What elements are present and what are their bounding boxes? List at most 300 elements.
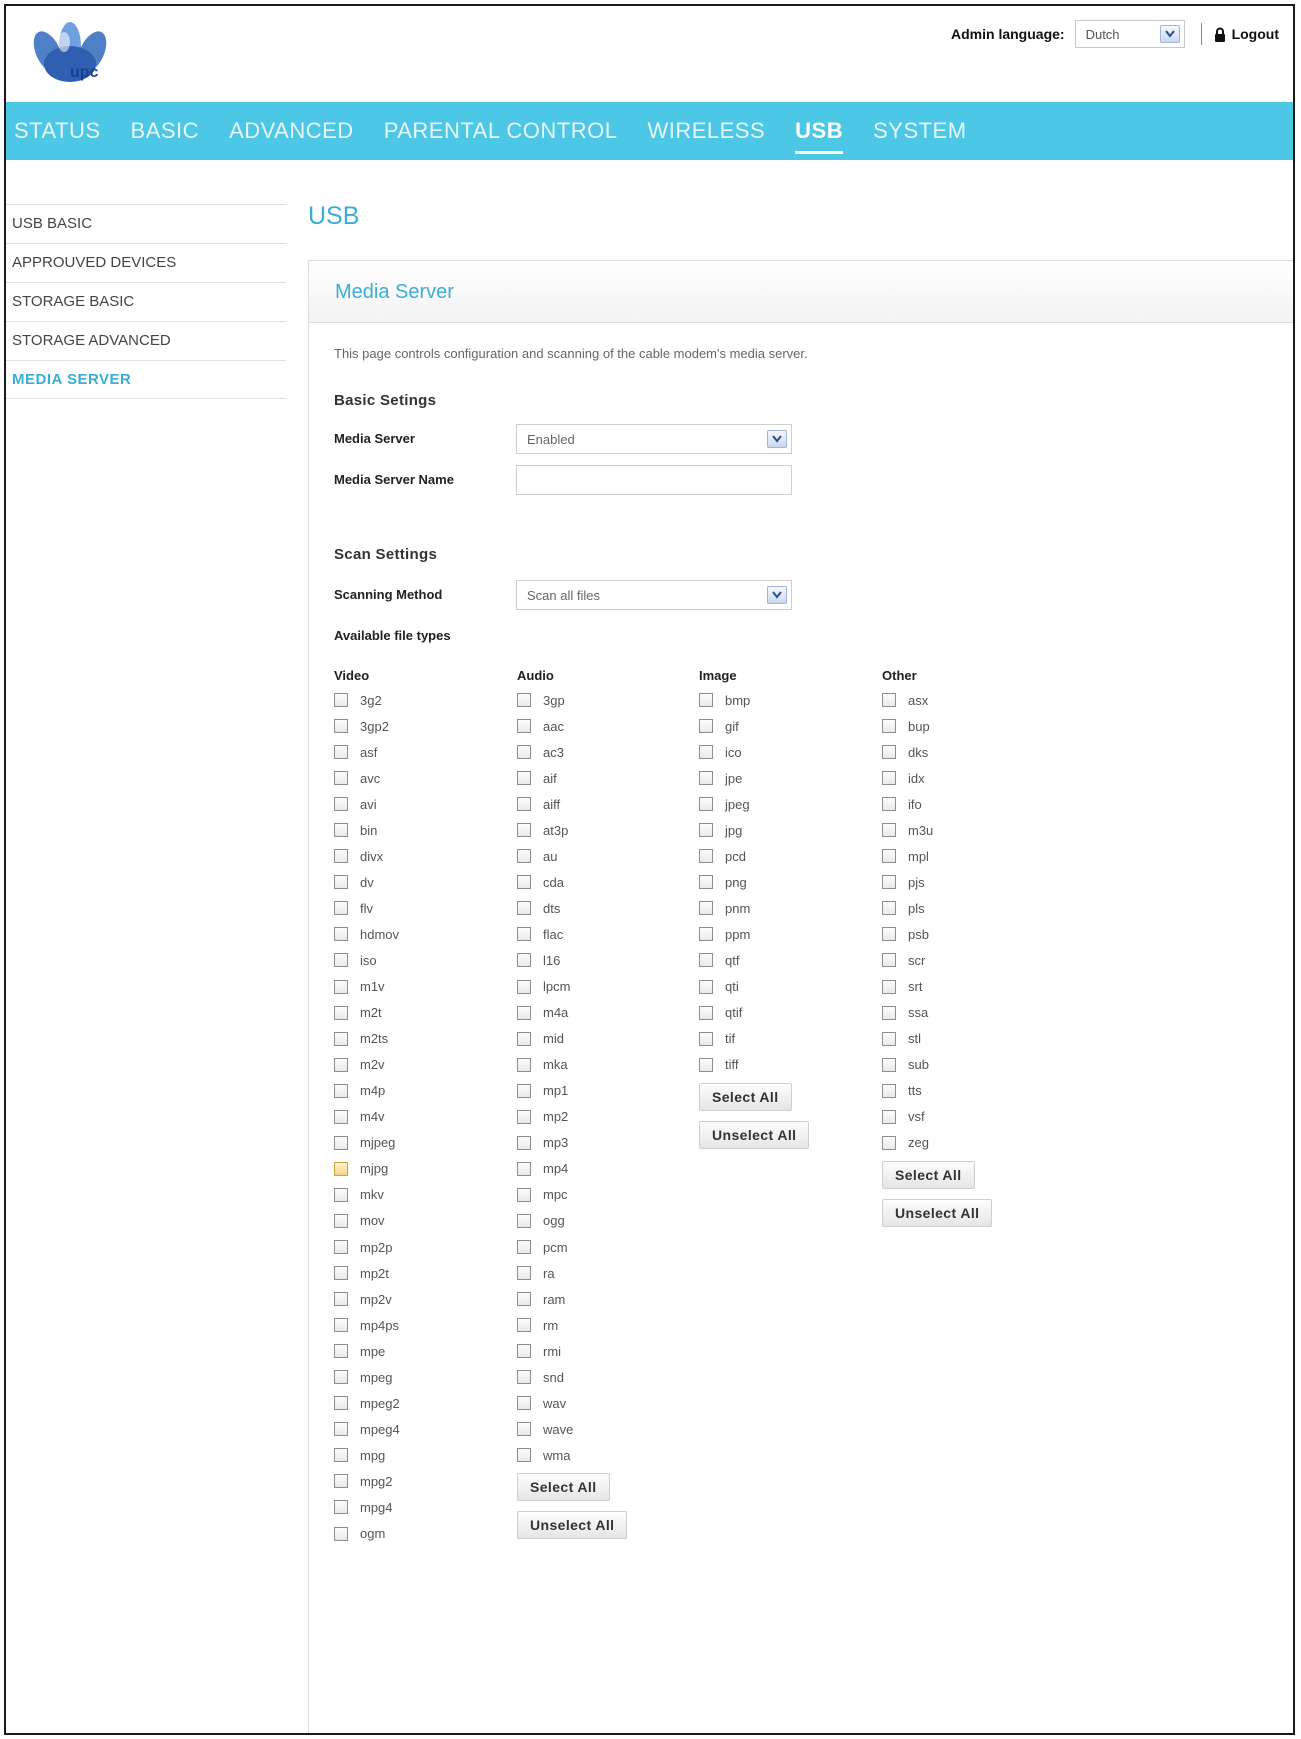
filetype-checkbox[interactable] [882, 693, 896, 707]
filetype-checkbox[interactable] [699, 797, 713, 811]
filetype-row[interactable] [334, 1494, 524, 1520]
filetype-checkbox[interactable] [517, 719, 531, 733]
media-server-value: Enabled [527, 431, 575, 447]
filetype-row[interactable] [334, 1416, 524, 1442]
scanning-method-label: Scanning Method [334, 587, 443, 602]
filetype-label: au [543, 848, 558, 864]
browser-frame [4, 4, 1295, 1735]
filetype-label: m2t [360, 1005, 382, 1021]
filetype-checkbox[interactable] [334, 1084, 348, 1098]
filetype-row[interactable] [517, 1364, 707, 1390]
filetype-row[interactable] [517, 1052, 707, 1078]
filetype-checkbox[interactable] [699, 719, 713, 733]
other-heading: Other [882, 668, 917, 683]
other-list [882, 687, 1072, 1156]
filetype-row[interactable] [334, 687, 524, 713]
filetype-row[interactable] [517, 1286, 707, 1312]
sidebar-item-usb-basic[interactable]: USB BASIC [6, 204, 286, 243]
filetype-label: mp3 [543, 1135, 569, 1151]
filetype-checkbox[interactable] [517, 1318, 531, 1332]
filetype-row[interactable] [517, 1416, 707, 1442]
upc-logo-icon[interactable] [26, 20, 116, 96]
filetype-label: mp4 [543, 1161, 569, 1177]
filetype-row[interactable] [334, 1000, 524, 1026]
filetype-row[interactable] [882, 739, 1072, 765]
filetype-label: mpeg4 [360, 1421, 400, 1437]
filetype-label: iso [360, 952, 377, 968]
filetype-checkbox[interactable] [334, 849, 348, 863]
filetype-checkbox[interactable] [517, 849, 531, 863]
filetype-checkbox[interactable] [517, 1084, 531, 1098]
filetype-row[interactable] [517, 1000, 707, 1026]
filetype-row[interactable] [334, 1468, 524, 1494]
logo-text: upc [70, 64, 99, 81]
filetype-checkbox[interactable] [882, 1006, 896, 1020]
filetype-row[interactable] [699, 817, 889, 843]
filetype-row[interactable] [699, 713, 889, 739]
filetype-row[interactable] [699, 1026, 889, 1052]
filetype-checkbox[interactable] [699, 927, 713, 941]
filetype-row[interactable] [699, 1000, 889, 1026]
filetype-checkbox[interactable] [334, 1058, 348, 1072]
filetype-label: jpeg [725, 796, 750, 812]
filetype-checkbox[interactable] [334, 1006, 348, 1020]
filetype-row[interactable] [517, 1208, 707, 1234]
filetype-checkbox[interactable] [882, 901, 896, 915]
filetype-row[interactable] [517, 1078, 707, 1104]
filetype-checkbox[interactable] [517, 1396, 531, 1410]
filetype-label: 3g2 [360, 692, 382, 708]
media-server-select[interactable] [516, 424, 792, 454]
filetype-row[interactable] [517, 1130, 707, 1156]
filetype-label: dks [908, 744, 929, 760]
filetype-row[interactable] [882, 1078, 1072, 1104]
filetype-label: asx [908, 692, 929, 708]
filetype-label: m3u [908, 822, 934, 838]
filetype-row[interactable] [699, 1052, 889, 1078]
filetype-checkbox[interactable] [699, 875, 713, 889]
filetype-checkbox[interactable] [334, 823, 348, 837]
filetype-label: jpg [725, 822, 743, 838]
image-buttons [699, 1083, 889, 1111]
filetype-checkbox[interactable] [699, 771, 713, 785]
filetype-label: mp4ps [360, 1317, 400, 1333]
filetype-checkbox[interactable] [882, 980, 896, 994]
filetype-checkbox[interactable] [517, 980, 531, 994]
filetype-row[interactable] [334, 1260, 524, 1286]
filetype-label: flac [543, 926, 564, 942]
filetype-row[interactable] [517, 921, 707, 947]
filetype-checkbox[interactable] [334, 1188, 348, 1202]
filetype-row[interactable] [699, 947, 889, 973]
sidebar [6, 204, 286, 399]
logout-link[interactable] [1214, 26, 1279, 42]
filetype-label: aif [543, 770, 557, 786]
filetype-row[interactable] [517, 947, 707, 973]
audio-select-all-button[interactable]: Select All [517, 1473, 610, 1501]
filetype-checkbox[interactable] [334, 875, 348, 889]
nav-item-advanced[interactable]: ADVANCED [229, 118, 354, 143]
filetype-row[interactable] [517, 1104, 707, 1130]
filetype-row[interactable] [517, 1390, 707, 1416]
filetype-label: ram [543, 1291, 566, 1307]
filetype-label: hdmov [360, 926, 400, 942]
filetype-row[interactable] [882, 895, 1072, 921]
filetype-checkbox[interactable] [334, 1344, 348, 1358]
audio-unselect-all-button[interactable]: Unselect All [517, 1511, 627, 1539]
filetype-checkbox[interactable] [517, 953, 531, 967]
filetype-checkbox[interactable] [334, 901, 348, 915]
filetype-row[interactable] [699, 739, 889, 765]
admin-language-label: Admin language: [951, 26, 1065, 42]
filetype-checkbox[interactable] [517, 1266, 531, 1280]
filetype-checkbox[interactable] [334, 1318, 348, 1332]
image-heading: Image [699, 668, 737, 683]
filetype-row[interactable] [517, 791, 707, 817]
filetype-row[interactable] [334, 869, 524, 895]
filetype-label: mov [360, 1213, 385, 1229]
filetype-row[interactable] [517, 843, 707, 869]
filetype-label: mpeg2 [360, 1395, 400, 1411]
filetype-checkbox[interactable] [882, 745, 896, 759]
filetype-row[interactable] [517, 1442, 707, 1468]
image-select-all-button[interactable]: Select All [699, 1083, 792, 1111]
filetype-label: avc [360, 770, 381, 786]
other-column [882, 668, 1072, 1227]
filetype-checkbox[interactable] [699, 1058, 713, 1072]
filetype-checkbox[interactable] [334, 1214, 348, 1228]
nav-item-system[interactable]: SYSTEM [873, 118, 967, 143]
filetype-row[interactable] [882, 921, 1072, 947]
filetype-checkbox[interactable] [882, 849, 896, 863]
filetype-row[interactable] [517, 817, 707, 843]
filetype-row[interactable] [882, 713, 1072, 739]
filetype-row[interactable] [517, 1156, 707, 1182]
filetype-checkbox[interactable] [517, 771, 531, 785]
filetype-row[interactable] [882, 1000, 1072, 1026]
filetype-row[interactable] [882, 947, 1072, 973]
chevron-down-icon[interactable] [767, 430, 787, 448]
nav-item-basic[interactable]: BASIC [130, 118, 200, 143]
filetype-label: bmp [725, 692, 751, 708]
filetype-checkbox[interactable] [334, 1162, 348, 1176]
filetype-checkbox[interactable] [699, 849, 713, 863]
filetype-label: mjpeg [360, 1135, 396, 1151]
nav-item-parental-control[interactable]: PARENTAL CONTROL [383, 118, 618, 143]
filetype-row[interactable] [334, 1442, 524, 1468]
media-server-name-input[interactable] [516, 465, 792, 495]
filetype-checkbox[interactable] [699, 980, 713, 994]
filetype-row[interactable] [334, 1364, 524, 1390]
sidebar-item-media-server[interactable]: MEDIA SERVER [6, 360, 286, 399]
filetype-row[interactable] [334, 1026, 524, 1052]
filetype-label: dv [360, 874, 374, 890]
nav-item-status[interactable]: STATUS [14, 118, 101, 143]
filetype-checkbox[interactable] [699, 1006, 713, 1020]
filetype-label: mp2v [360, 1291, 392, 1307]
filetype-label: asf [360, 744, 378, 760]
filetype-row[interactable] [334, 1104, 524, 1130]
filetype-row[interactable] [882, 1052, 1072, 1078]
filetype-label: png [725, 874, 747, 890]
filetype-label: mkv [360, 1187, 384, 1203]
filetype-row[interactable] [517, 1182, 707, 1208]
image-unselect-all-button[interactable]: Unselect All [699, 1121, 809, 1149]
filetype-checkbox[interactable] [517, 1188, 531, 1202]
page-description: This page controls configuration and scanning of the cable modem's media server. [334, 346, 808, 361]
chevron-down-icon[interactable] [1160, 25, 1180, 43]
filetype-label: tif [725, 1031, 736, 1047]
filetype-checkbox[interactable] [334, 953, 348, 967]
filetype-label: flv [360, 900, 373, 916]
filetype-row[interactable] [882, 843, 1072, 869]
filetype-checkbox[interactable] [882, 823, 896, 837]
filetype-row[interactable] [882, 687, 1072, 713]
filetype-label: tiff [725, 1057, 739, 1073]
page-title: USB [308, 202, 360, 230]
filetype-label: pnm [725, 900, 751, 916]
filetype-row[interactable] [882, 1104, 1072, 1130]
filetype-checkbox[interactable] [517, 1240, 531, 1254]
filetype-row[interactable] [517, 713, 707, 739]
filetype-checkbox[interactable] [334, 1032, 348, 1046]
filetype-label: ico [725, 744, 742, 760]
filetype-checkbox[interactable] [882, 1084, 896, 1098]
filetype-row[interactable] [334, 1182, 524, 1208]
sidebar-item-storage-advanced[interactable]: STORAGE ADVANCED [6, 321, 286, 360]
filetype-checkbox[interactable] [334, 1474, 348, 1488]
filetype-row[interactable] [334, 1312, 524, 1338]
video-heading: Video [334, 668, 370, 683]
filetype-label: scr [908, 952, 926, 968]
filetype-label: ac3 [543, 744, 564, 760]
filetype-checkbox[interactable] [517, 1058, 531, 1072]
filetype-checkbox[interactable] [517, 1136, 531, 1150]
filetype-row[interactable] [517, 1338, 707, 1364]
available-file-types-label: Available file types [334, 628, 451, 643]
filetype-label: wave [543, 1421, 574, 1437]
filetype-row[interactable] [517, 895, 707, 921]
filetype-row[interactable] [334, 791, 524, 817]
filetype-label: wma [543, 1447, 571, 1463]
filetype-checkbox[interactable] [517, 1006, 531, 1020]
filetype-label: mpg [360, 1447, 386, 1463]
main-nav [6, 102, 1293, 160]
filetype-row[interactable] [334, 1078, 524, 1104]
filetype-row[interactable] [882, 869, 1072, 895]
filetype-checkbox[interactable] [334, 693, 348, 707]
filetype-checkbox[interactable] [334, 927, 348, 941]
filetype-checkbox[interactable] [334, 1292, 348, 1306]
filetype-checkbox[interactable] [882, 875, 896, 889]
nav-item-usb[interactable]: USB [795, 112, 843, 150]
filetype-row[interactable] [699, 921, 889, 947]
filetype-checkbox[interactable] [882, 1110, 896, 1124]
filetype-row[interactable] [334, 1390, 524, 1416]
filetype-label: aac [543, 718, 564, 734]
filetype-label: qtif [725, 1005, 743, 1021]
filetype-label: ra [543, 1265, 555, 1281]
filetype-checkbox[interactable] [334, 980, 348, 994]
filetype-checkbox[interactable] [517, 927, 531, 941]
admin-language-select[interactable] [1075, 20, 1185, 48]
scanning-method-value: Scan all files [527, 587, 600, 603]
filetype-row[interactable] [882, 791, 1072, 817]
filetype-checkbox[interactable] [517, 693, 531, 707]
filetype-checkbox[interactable] [334, 797, 348, 811]
filetype-checkbox[interactable] [517, 1162, 531, 1176]
media-server-label: Media Server [334, 431, 415, 446]
filetype-checkbox[interactable] [699, 823, 713, 837]
filetype-checkbox[interactable] [517, 745, 531, 759]
filetype-checkbox[interactable] [517, 1214, 531, 1228]
media-server-name-label: Media Server Name [334, 472, 454, 487]
scanning-method-select[interactable] [516, 580, 792, 610]
filetype-row[interactable] [334, 1286, 524, 1312]
filetype-row[interactable] [517, 765, 707, 791]
filetype-row[interactable] [517, 1026, 707, 1052]
filetype-label: qtf [725, 952, 740, 968]
filetype-label: cda [543, 874, 564, 890]
filetype-label: tts [908, 1083, 922, 1099]
filetype-checkbox[interactable] [699, 1032, 713, 1046]
filetype-row[interactable] [334, 1338, 524, 1364]
filetype-row[interactable] [334, 817, 524, 843]
filetype-checkbox[interactable] [334, 1500, 348, 1514]
filetype-checkbox[interactable] [334, 1396, 348, 1410]
nav-item-wireless[interactable]: WIRELESS [647, 118, 766, 143]
sidebar-item-approuved-devices[interactable]: APPROUVED DEVICES [6, 243, 286, 282]
image-column [699, 668, 889, 1149]
filetype-row[interactable] [334, 1130, 524, 1156]
filetype-checkbox[interactable] [517, 1370, 531, 1384]
filetype-row[interactable] [517, 1260, 707, 1286]
filetype-checkbox[interactable] [517, 797, 531, 811]
filetype-checkbox[interactable] [699, 693, 713, 707]
filetype-checkbox[interactable] [882, 771, 896, 785]
filetype-checkbox[interactable] [699, 901, 713, 915]
sidebar-item-storage-basic[interactable]: STORAGE BASIC [6, 282, 286, 321]
filetype-checkbox[interactable] [517, 1032, 531, 1046]
filetype-row[interactable] [334, 1208, 524, 1234]
filetype-checkbox[interactable] [334, 1448, 348, 1462]
filetype-checkbox[interactable] [882, 797, 896, 811]
filetype-row[interactable] [517, 974, 707, 1000]
filetype-checkbox[interactable] [882, 1032, 896, 1046]
filetype-checkbox[interactable] [334, 745, 348, 759]
filetype-row[interactable] [334, 947, 524, 973]
filetype-checkbox[interactable] [517, 901, 531, 915]
filetype-label: snd [543, 1369, 564, 1385]
filetype-row[interactable] [517, 1312, 707, 1338]
filetype-row[interactable] [334, 921, 524, 947]
filetype-label: zeg [908, 1135, 929, 1151]
filetype-checkbox[interactable] [882, 927, 896, 941]
filetype-checkbox[interactable] [699, 953, 713, 967]
filetype-checkbox[interactable] [517, 1448, 531, 1462]
filetype-row[interactable] [334, 843, 524, 869]
filetype-label: ifo [908, 796, 922, 812]
filetype-row[interactable] [882, 765, 1072, 791]
filetype-checkbox[interactable] [699, 745, 713, 759]
filetype-row[interactable] [517, 1234, 707, 1260]
other-unselect-all-button[interactable]: Unselect All [882, 1199, 992, 1227]
filetype-row[interactable] [334, 1234, 524, 1260]
filetype-label: mka [543, 1057, 568, 1073]
filetype-checkbox[interactable] [882, 1058, 896, 1072]
audio-list [517, 687, 707, 1468]
filetype-label: mpl [908, 848, 929, 864]
filetype-checkbox[interactable] [334, 1266, 348, 1280]
filetype-checkbox[interactable] [334, 1110, 348, 1124]
filetype-label: aiff [543, 796, 561, 812]
filetype-checkbox[interactable] [334, 1240, 348, 1254]
filetype-checkbox[interactable] [517, 1110, 531, 1124]
filetype-row[interactable] [334, 765, 524, 791]
filetype-checkbox[interactable] [882, 1136, 896, 1150]
filetype-row[interactable] [699, 843, 889, 869]
filetype-row[interactable] [882, 1130, 1072, 1156]
filetype-label: mpg2 [360, 1473, 393, 1489]
filetype-checkbox[interactable] [882, 953, 896, 967]
filetype-row[interactable] [334, 1052, 524, 1078]
filetype-checkbox[interactable] [334, 1136, 348, 1150]
filetype-row[interactable] [517, 869, 707, 895]
other-buttons-2 [882, 1199, 1072, 1227]
filetype-row[interactable] [699, 687, 889, 713]
filetype-checkbox[interactable] [517, 1422, 531, 1436]
filetype-row[interactable] [699, 765, 889, 791]
filetype-checkbox[interactable] [334, 1422, 348, 1436]
image-buttons-2 [699, 1121, 889, 1149]
filetype-row[interactable] [699, 791, 889, 817]
filetype-row[interactable] [882, 1026, 1072, 1052]
filetype-label: mp1 [543, 1083, 569, 1099]
filetype-checkbox[interactable] [517, 1344, 531, 1358]
filetype-row[interactable] [334, 895, 524, 921]
filetype-checkbox[interactable] [517, 1292, 531, 1306]
filetype-label: avi [360, 796, 377, 812]
filetype-label: rm [543, 1317, 559, 1333]
filetype-checkbox[interactable] [517, 875, 531, 889]
filetype-row[interactable] [334, 974, 524, 1000]
filetype-label: mp2p [360, 1239, 393, 1255]
filetype-row[interactable] [334, 739, 524, 765]
filetype-row[interactable] [882, 974, 1072, 1000]
filetype-checkbox[interactable] [334, 1370, 348, 1384]
filetype-checkbox[interactable] [334, 1527, 348, 1541]
filetype-row[interactable] [882, 817, 1072, 843]
lock-icon [1214, 27, 1226, 42]
chevron-down-icon[interactable] [767, 586, 787, 604]
filetype-label: pcm [543, 1239, 568, 1255]
filetype-checkbox[interactable] [517, 823, 531, 837]
filetype-row[interactable] [517, 687, 707, 713]
filetype-row[interactable] [699, 974, 889, 1000]
filetype-row[interactable] [699, 895, 889, 921]
filetype-row[interactable] [334, 1521, 524, 1547]
filetype-label: m2ts [360, 1031, 389, 1047]
filetype-label: wav [543, 1395, 567, 1411]
filetype-checkbox[interactable] [334, 719, 348, 733]
filetype-row[interactable] [334, 713, 524, 739]
filetype-checkbox[interactable] [334, 771, 348, 785]
filetype-row[interactable] [334, 1156, 524, 1182]
filetype-row[interactable] [699, 869, 889, 895]
filetype-checkbox[interactable] [882, 719, 896, 733]
other-select-all-button[interactable]: Select All [882, 1161, 975, 1189]
filetype-row[interactable] [517, 739, 707, 765]
